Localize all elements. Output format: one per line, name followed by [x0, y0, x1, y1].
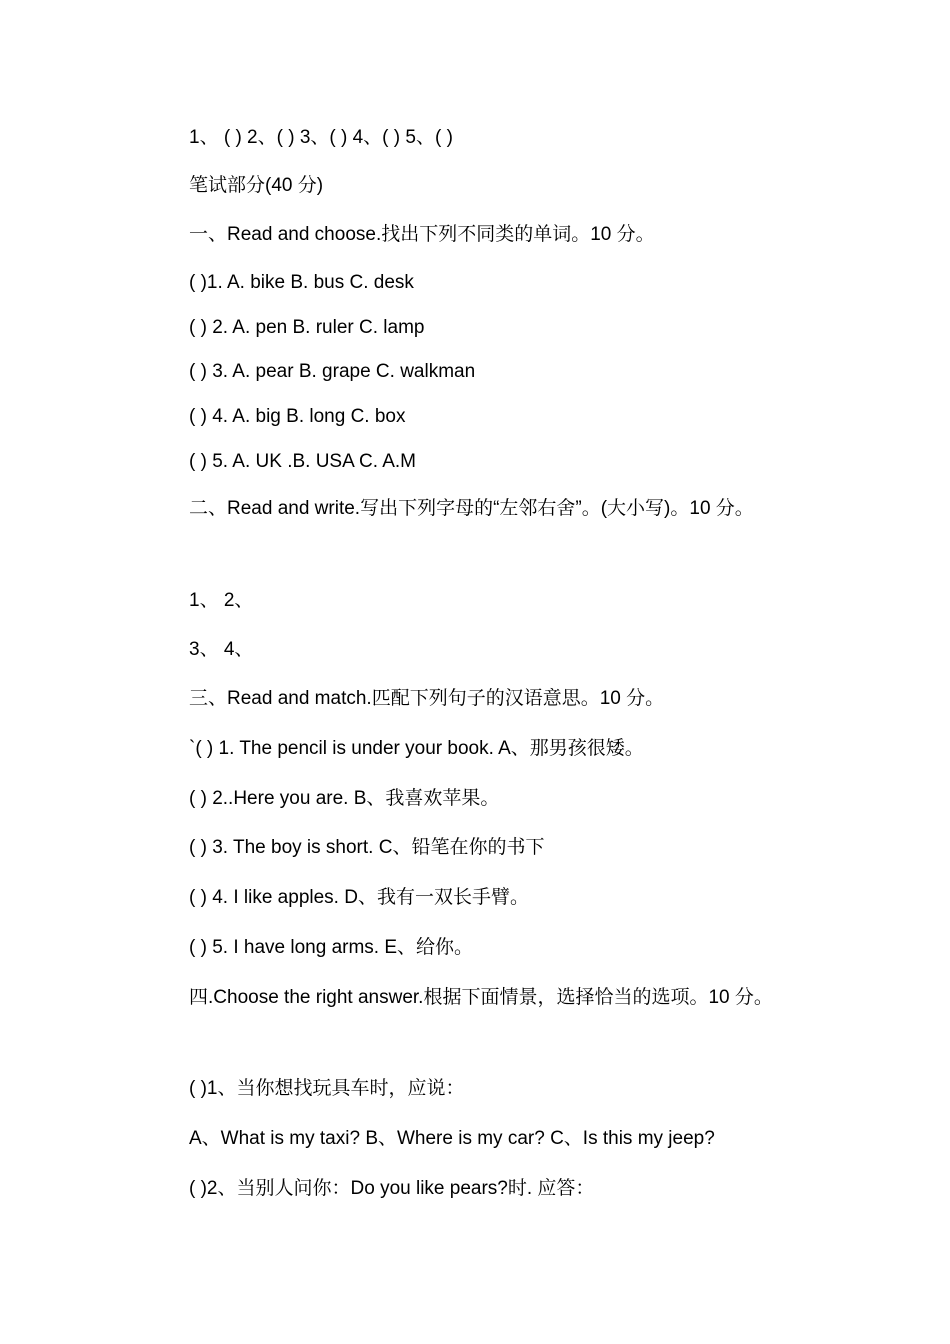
answer-blanks-line: 1、 ( ) 2、( ) 3、( ) 4、( ) 5、( ): [189, 127, 453, 148]
section-3-question-2: ( ) 2..Here you are. B、我喜欢苹果。: [189, 788, 500, 809]
section-4-question-1: ( )1、当你想找玩具车时，应说：: [189, 1078, 465, 1099]
section-3-question-5: ( ) 5. I have long arms. E、给你。: [189, 937, 474, 958]
section-1-question-1: ( )1. A. bike B. bus C. desk: [189, 272, 414, 293]
section-2-row-2: 3、 4、: [189, 639, 254, 660]
section-1-question-4: ( ) 4. A. big B. long C. box: [189, 406, 406, 427]
section-2-heading: 二、Read and write.写出下列字母的“左邻右舍”。(大小写)。10 分。: [189, 498, 754, 519]
section-2-row-1: 1、 2、: [189, 590, 254, 611]
section-4-question-2: ( )2、当别人问你：Do you like pears?时. 应答：: [189, 1178, 595, 1199]
section-1-question-2: ( ) 2. A. pen B. ruler C. lamp: [189, 317, 425, 338]
section-3-question-4: ( ) 4. I like apples. D、我有一双长手臂。: [189, 887, 529, 908]
section-4-question-1-options: A、What is my taxi? B、Where is my car? C、Is this my jeep?: [189, 1128, 715, 1149]
written-part-heading: 笔试部分(40 分): [189, 175, 324, 196]
section-3-heading: 三、Read and match.匹配下列句子的汉语意思。10 分。: [189, 688, 665, 709]
section-3-question-3: ( ) 3. The boy is short. C、铅笔在你的书下: [189, 837, 545, 858]
section-1-question-3: ( ) 3. A. pear B. grape C. walkman: [189, 361, 476, 382]
section-3-question-1: `( ) 1. The pencil is under your book. A、那男孩很矮。: [189, 738, 644, 759]
section-4-heading: 四.Choose the right answer.根据下面情景，选择恰当的选项。10 分。: [189, 987, 773, 1008]
section-1-question-5: ( ) 5. A. UK .B. USA C. A.M: [189, 451, 417, 472]
section-1-heading: 一、Read and choose.找出下列不同类的单词。10 分。: [189, 224, 655, 245]
